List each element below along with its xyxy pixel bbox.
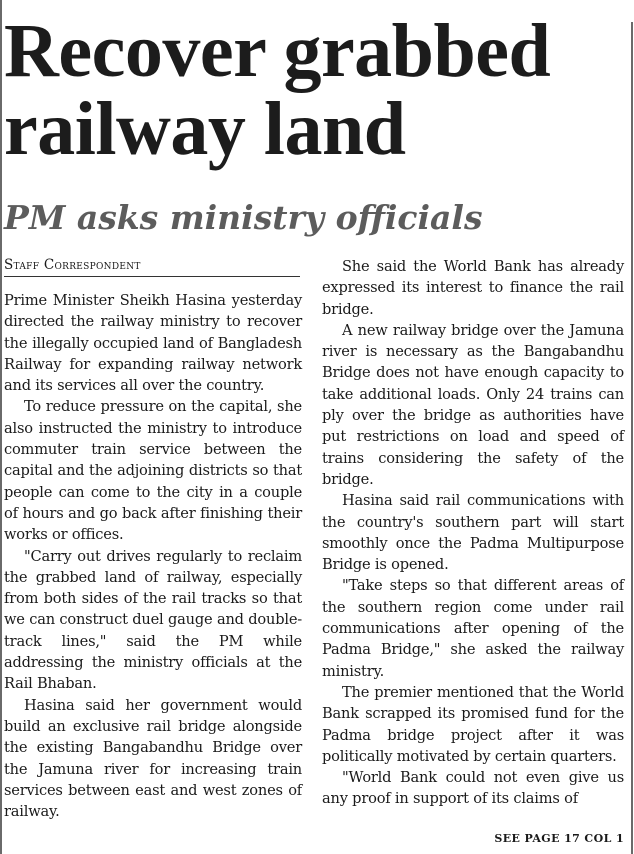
article-column-right [322,256,624,810]
paragraph: The premier mentioned that the World Bank scrapped its promised fund for the Padma bridge project after it was politically motivated by certain quarters. [322,683,624,765]
paragraph: A new railway bridge over the Jamuna river is necessary as the Bangabandhu Bridge does not have enough capacity to take additional loads. Only 24 trains can ply over the bridge as authorities have put restrictions on load and speed of trains considering the safety of the bridge. [322,321,624,488]
continued-on-page-jump: SEE PAGE 17 COL 1 [494,832,624,845]
paragraph: Hasina said her government would build an exclusive rail bridge alongside the existing Bangabandhu Bridge over the Jamuna river for increasing train services between east and west zones of railway. [4,696,302,821]
paragraph: To reduce pressure on the capital, she also instructed the ministry to introduce commuter train service between the capital and the adjoining districts so that people can come to the city in a couple of hours and go back after finishing their works or offices. [4,398,302,544]
paragraph: "Carry out drives regularly to reclaim the grabbed land of railway, especially from both sides of the rail tracks so that we can construct duel gauge and double-track lines," said the PM while addressing the ministry officials at the Rail Bhaban. [4,547,302,693]
column-rule-left [0,0,2,854]
paragraph: Hasina said rail communications with the country's southern part will start smoothly once the Padma Multipurpose Bridge is opened. [322,492,624,574]
subheadline: PM asks ministry officials [4,198,483,237]
paragraph: Prime Minister Sheikh Hasina yesterday directed the railway ministry to recover the illegally occupied land of Bangladesh Railway for expanding railway network and its services all over the country. [4,292,302,395]
article-column-left [4,290,302,822]
paragraph: "World Bank could not even give us any proof in support of its claims of [322,769,624,808]
headline-line-2: railway land [4,87,406,171]
headline-line-1: Recover grabbed [4,9,551,93]
column-rule-right [631,22,633,854]
paragraph: "Take steps so that different areas of the southern region come under rail communications after opening of the Padma Bridge," she asked the railway ministry. [322,577,624,680]
byline: Staff Correspondent [4,257,300,277]
headline [4,9,630,171]
paragraph: She said the World Bank has already expressed its interest to finance the rail bridge. [322,258,624,318]
